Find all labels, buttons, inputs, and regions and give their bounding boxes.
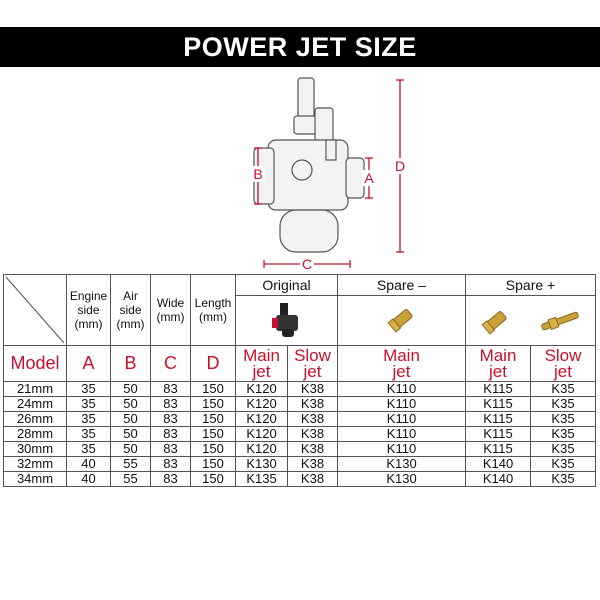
length-header: Length (mm) bbox=[191, 275, 236, 346]
col-d-header: D bbox=[191, 346, 236, 382]
model-cell: 30mm bbox=[4, 442, 67, 457]
model-header: Model bbox=[4, 346, 67, 382]
spare-plus-slow-cell: K35 bbox=[531, 457, 596, 472]
a-cell: 40 bbox=[67, 457, 111, 472]
dim-label-d: D bbox=[394, 158, 406, 174]
spare-plus-main-cell: K115 bbox=[466, 442, 531, 457]
original-carburetor-image-cell bbox=[236, 296, 338, 346]
spare-plus-main-cell: K140 bbox=[466, 457, 531, 472]
spare-minus-main-cell: K130 bbox=[338, 457, 466, 472]
spare-minus-main-cell: K110 bbox=[338, 427, 466, 442]
spare-plus-slow-jet-header: Slow jet bbox=[531, 346, 596, 382]
a-cell: 35 bbox=[67, 427, 111, 442]
spare-minus-main-cell: K110 bbox=[338, 382, 466, 397]
spare-minus-main-cell: K110 bbox=[338, 442, 466, 457]
original-main-cell: K120 bbox=[236, 382, 288, 397]
a-cell: 40 bbox=[67, 472, 111, 487]
c-cell: 83 bbox=[151, 427, 191, 442]
b-cell: 50 bbox=[111, 382, 151, 397]
d-cell: 150 bbox=[191, 472, 236, 487]
table-row bbox=[4, 427, 596, 442]
page-title: POWER JET SIZE bbox=[0, 27, 600, 67]
original-main-cell: K120 bbox=[236, 397, 288, 412]
dim-label-b: B bbox=[253, 166, 263, 182]
model-cell: 21mm bbox=[4, 382, 67, 397]
a-cell: 35 bbox=[67, 412, 111, 427]
model-cell: 24mm bbox=[4, 397, 67, 412]
air-side-header: Air side (mm) bbox=[111, 275, 151, 346]
d-cell: 150 bbox=[191, 442, 236, 457]
a-cell: 35 bbox=[67, 397, 111, 412]
model-cell: 34mm bbox=[4, 472, 67, 487]
original-main-cell: K120 bbox=[236, 442, 288, 457]
c-cell: 83 bbox=[151, 472, 191, 487]
c-cell: 83 bbox=[151, 442, 191, 457]
carburetor-dimension-diagram bbox=[220, 70, 420, 280]
spare-plus-slow-cell: K35 bbox=[531, 397, 596, 412]
d-cell: 150 bbox=[191, 382, 236, 397]
original-slow-cell: K38 bbox=[288, 442, 338, 457]
c-cell: 83 bbox=[151, 457, 191, 472]
model-cell: 28mm bbox=[4, 427, 67, 442]
spare-minus-main-cell: K110 bbox=[338, 397, 466, 412]
original-main-cell: K135 bbox=[236, 472, 288, 487]
original-slow-cell: K38 bbox=[288, 457, 338, 472]
original-main-jet-header: Main jet bbox=[236, 346, 288, 382]
original-slow-cell: K38 bbox=[288, 397, 338, 412]
model-cell: 32mm bbox=[4, 457, 67, 472]
a-cell: 35 bbox=[67, 442, 111, 457]
b-cell: 55 bbox=[111, 472, 151, 487]
b-cell: 50 bbox=[111, 442, 151, 457]
spare-minus-main-jet-header: Main jet bbox=[338, 346, 466, 382]
col-a-header: A bbox=[67, 346, 111, 382]
spare-plus-main-cell: K115 bbox=[466, 412, 531, 427]
table-row bbox=[4, 457, 596, 472]
original-group-header: Original bbox=[236, 275, 338, 296]
spare-plus-slow-cell: K35 bbox=[531, 382, 596, 397]
original-slow-cell: K38 bbox=[288, 472, 338, 487]
brass-slow-jet-image bbox=[535, 301, 585, 341]
table-row bbox=[4, 397, 596, 412]
c-cell: 83 bbox=[151, 412, 191, 427]
brass-main-jet-image bbox=[382, 299, 422, 339]
a-cell: 35 bbox=[67, 382, 111, 397]
group-header-row bbox=[4, 275, 596, 296]
original-slow-cell: K38 bbox=[288, 412, 338, 427]
spare-minus-jet-image-cell bbox=[338, 296, 466, 346]
wide-header: Wide (mm) bbox=[151, 275, 191, 346]
original-slow-jet-header: Slow jet bbox=[288, 346, 338, 382]
carburetor-thumbnail bbox=[270, 299, 304, 339]
table-row bbox=[4, 442, 596, 457]
spare-plus-main-cell: K140 bbox=[466, 472, 531, 487]
spare-plus-main-jet-header: Main jet bbox=[466, 346, 531, 382]
carburetor-illustration bbox=[254, 78, 364, 252]
col-b-header: B bbox=[111, 346, 151, 382]
original-main-cell: K120 bbox=[236, 427, 288, 442]
b-cell: 50 bbox=[111, 412, 151, 427]
spare-minus-main-cell: K110 bbox=[338, 412, 466, 427]
d-cell: 150 bbox=[191, 427, 236, 442]
spare-plus-main-cell: K115 bbox=[466, 382, 531, 397]
spare-plus-group-header: Spare + bbox=[466, 275, 596, 296]
spare-plus-slow-cell: K35 bbox=[531, 412, 596, 427]
original-slow-cell: K38 bbox=[288, 382, 338, 397]
original-main-cell: K130 bbox=[236, 457, 288, 472]
dim-label-a: A bbox=[364, 170, 374, 186]
spare-plus-main-cell: K115 bbox=[466, 427, 531, 442]
column-header-row bbox=[4, 346, 596, 382]
spare-plus-slow-cell: K35 bbox=[531, 472, 596, 487]
col-c-header: C bbox=[151, 346, 191, 382]
table-row bbox=[4, 472, 596, 487]
spare-plus-slow-cell: K35 bbox=[531, 427, 596, 442]
jet-size-table bbox=[3, 274, 596, 487]
spare-minus-group-header: Spare – bbox=[338, 275, 466, 296]
spare-minus-main-cell: K130 bbox=[338, 472, 466, 487]
b-cell: 50 bbox=[111, 397, 151, 412]
spare-plus-main-cell: K115 bbox=[466, 397, 531, 412]
original-slow-cell: K38 bbox=[288, 427, 338, 442]
b-cell: 50 bbox=[111, 427, 151, 442]
table-row bbox=[4, 382, 596, 397]
d-cell: 150 bbox=[191, 457, 236, 472]
c-cell: 83 bbox=[151, 382, 191, 397]
engine-side-header: Engine side (mm) bbox=[67, 275, 111, 346]
d-cell: 150 bbox=[191, 397, 236, 412]
model-cell: 26mm bbox=[4, 412, 67, 427]
spare-plus-jet-images-cell bbox=[466, 296, 596, 346]
c-cell: 83 bbox=[151, 397, 191, 412]
table-row bbox=[4, 412, 596, 427]
spare-plus-slow-cell: K35 bbox=[531, 442, 596, 457]
corner-cell bbox=[4, 275, 67, 346]
b-cell: 55 bbox=[111, 457, 151, 472]
d-cell: 150 bbox=[191, 412, 236, 427]
original-main-cell: K120 bbox=[236, 412, 288, 427]
brass-main-jet-image bbox=[476, 301, 516, 341]
dim-label-c: C bbox=[301, 256, 313, 272]
